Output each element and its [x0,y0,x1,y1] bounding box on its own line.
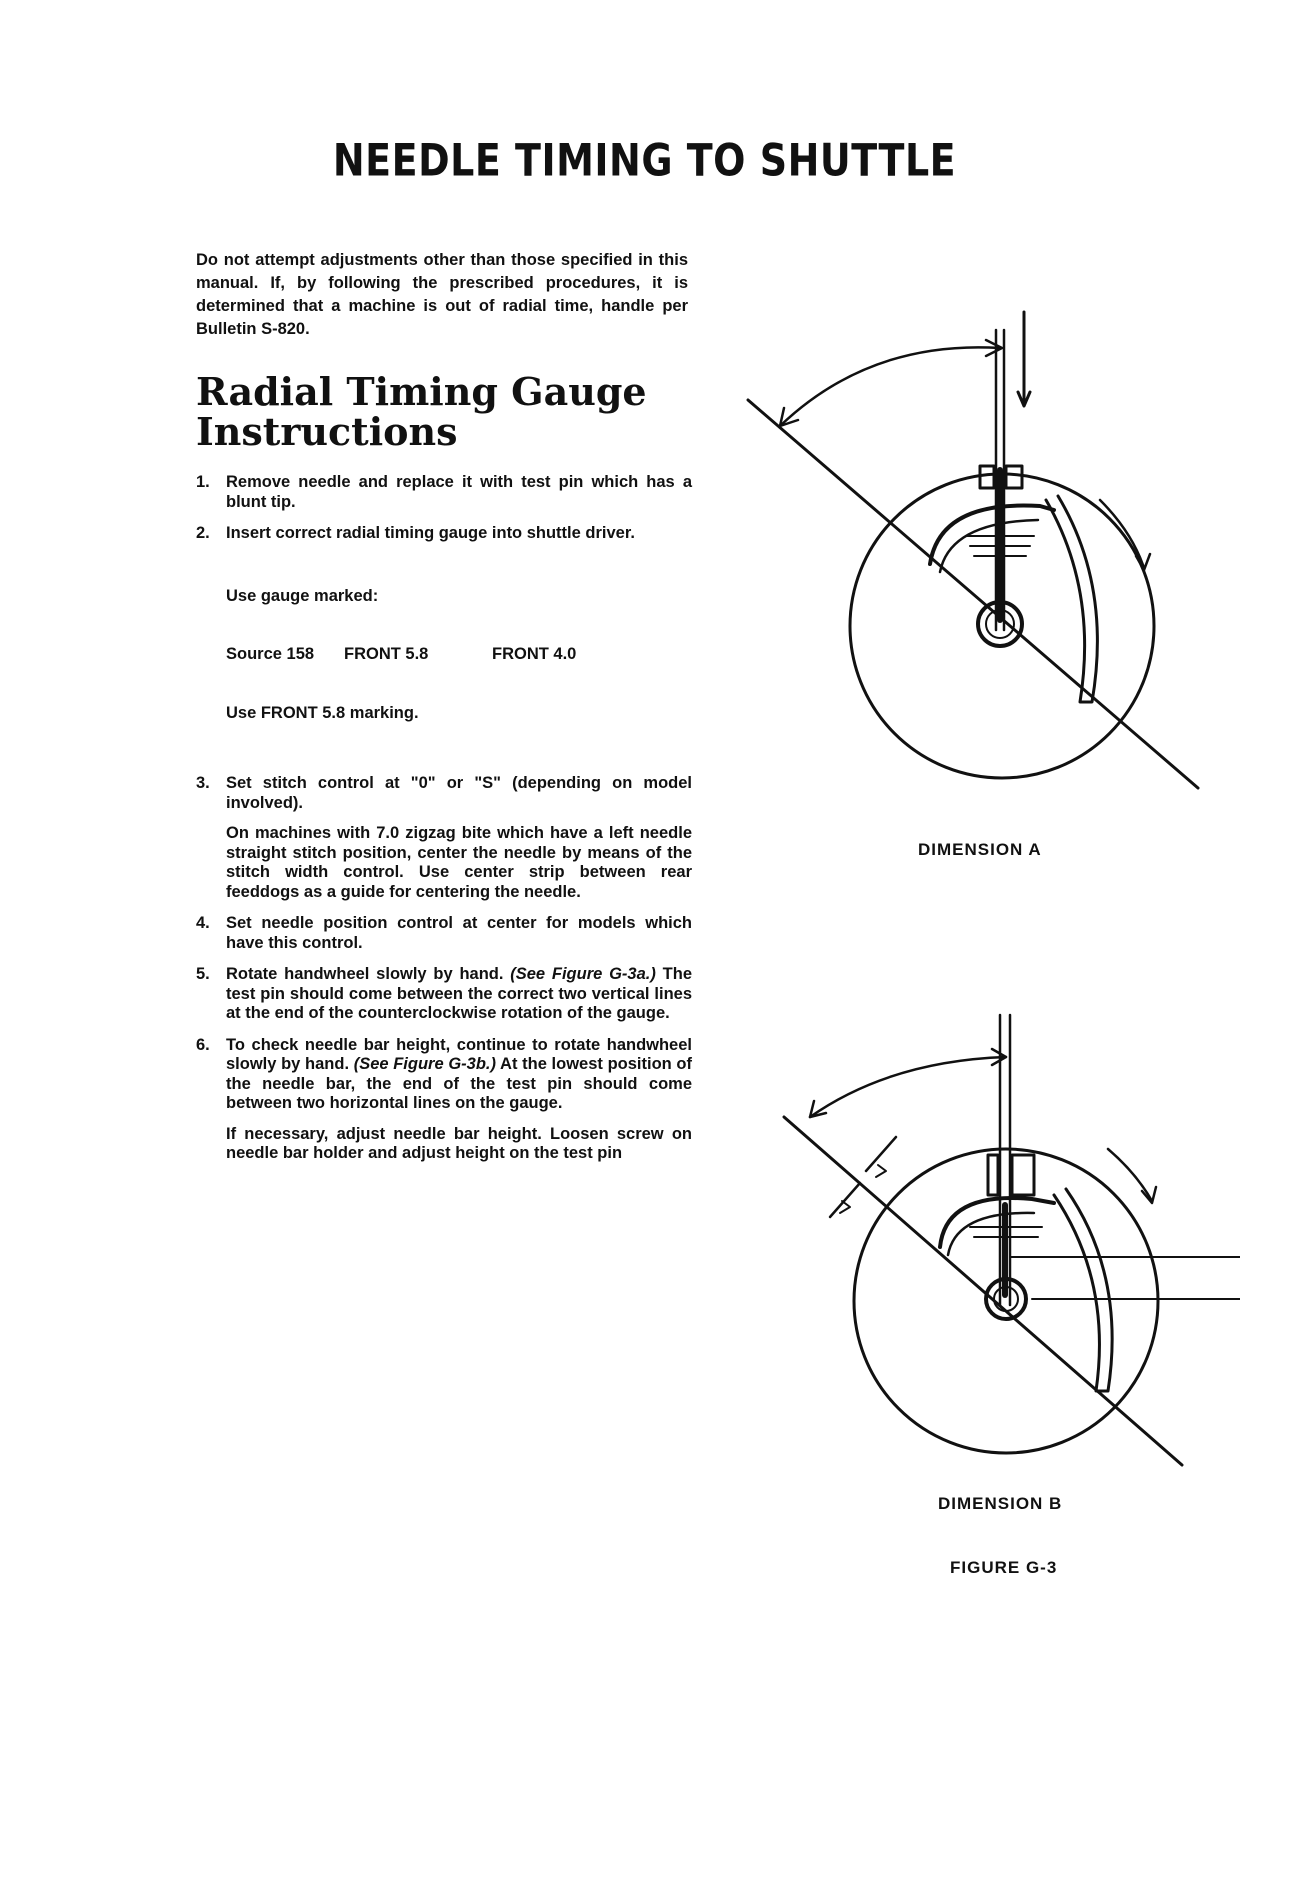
step-text: Insert correct radial timing gauge into shuttle driver. [226,524,635,542]
step-text-a: Rotate handwheel slowly by hand. [226,965,504,983]
intro-paragraph: Do not attempt adjustments other than those specified in this manual. If, by following the prescribed procedures, it is determined that a machine is out of radial time, handle per Bulletin S-820. [196,251,688,338]
step-3 [196,774,692,902]
step-number: 3. [196,774,210,792]
step-text-a: To check needle bar height, continue to rotate handwheel slowly by hand. [226,1035,692,1073]
gauge-markings [226,548,692,763]
reference-line [748,400,1198,788]
shuttle-driver-arm [1046,496,1097,702]
gauge-block-left [980,466,994,488]
step-text: Set stitch control at "0" or "S" (depending on model involved). [226,774,692,812]
angle-arc [780,347,1000,426]
step-2 [196,524,692,762]
step-text: Remove needle and replace it with test pin which has a blunt tip. [226,473,692,511]
shuttle-hook-lower [948,1213,1034,1255]
section-heading-line2: Instructions [196,409,458,454]
offset-mark-upper [866,1137,896,1171]
step-number: 5. [196,965,210,983]
gauge-mark-2: FRONT 4.0 [492,645,577,663]
step-6 [196,1036,692,1164]
step-text [226,1036,692,1114]
section-heading [196,369,756,454]
step-note: If necessary, adjust needle bar height. Loosen screw on needle bar holder and adjust height on the test pin [226,1124,692,1162]
gauge-disc-outline [854,1149,1158,1453]
step-text [226,965,692,1024]
gauge-source: Source 158 [226,645,315,663]
step-4 [196,914,692,953]
section-heading-line1: Radial Timing Gauge [196,369,647,414]
caption-dimension-b: DIMENSION B [938,1494,1063,1513]
step-5 [196,965,692,1024]
step-text-b: The test pin should come between the correct two vertical lines at the end of the counterclockwise rotation of the gauge. [226,965,693,1022]
gauge-use: Use FRONT 5.8 marking. [226,703,419,722]
gauge-block-right [1012,1155,1034,1195]
gauge-block-right [1006,466,1022,488]
diagram-dimension-a [740,300,1210,820]
step-text: Set needle position control at center for models which have this control. [226,914,692,952]
angle-arc [810,1057,1006,1117]
step-note: On machines with 7.0 zigzag bite which have a left needle straight stitch position, center the needle by means of the stitch width control. Use center strip between rear feeddogs as a guide for centering the needle. [226,824,692,901]
step-number: 1. [196,473,210,491]
reference-line [784,1117,1182,1465]
gauge-intro: Use gauge marked: [226,586,379,605]
page-title: NEEDLE TIMING TO SHUTTLE [332,134,957,186]
figure-reference: (See Figure G-3a.) [510,965,656,983]
step-1 [196,473,692,512]
figure-reference: (See Figure G-3b.) [353,1055,496,1073]
step-number: 2. [196,524,210,542]
step-number: 4. [196,914,210,932]
instruction-steps [196,473,692,1176]
step-text-b: At the lowest position of the needle bar, the end of the test pin should come between two horizontal lines on the gauge. [226,1055,692,1112]
gauge-mark-1: FRONT 5.8 [344,645,429,663]
diagram-dimension-b [770,1005,1240,1495]
offset-arrow-upper-icon [876,1165,886,1177]
shuttle-hook-upper [940,1198,1054,1247]
figure-label: FIGURE G-3 [950,1558,1058,1577]
gauge-source-row [226,645,692,665]
caption-dimension-a: DIMENSION A [918,840,1042,859]
gauge-block-left [988,1155,998,1195]
step-number: 6. [196,1035,210,1054]
offset-mark-lower [830,1183,860,1217]
